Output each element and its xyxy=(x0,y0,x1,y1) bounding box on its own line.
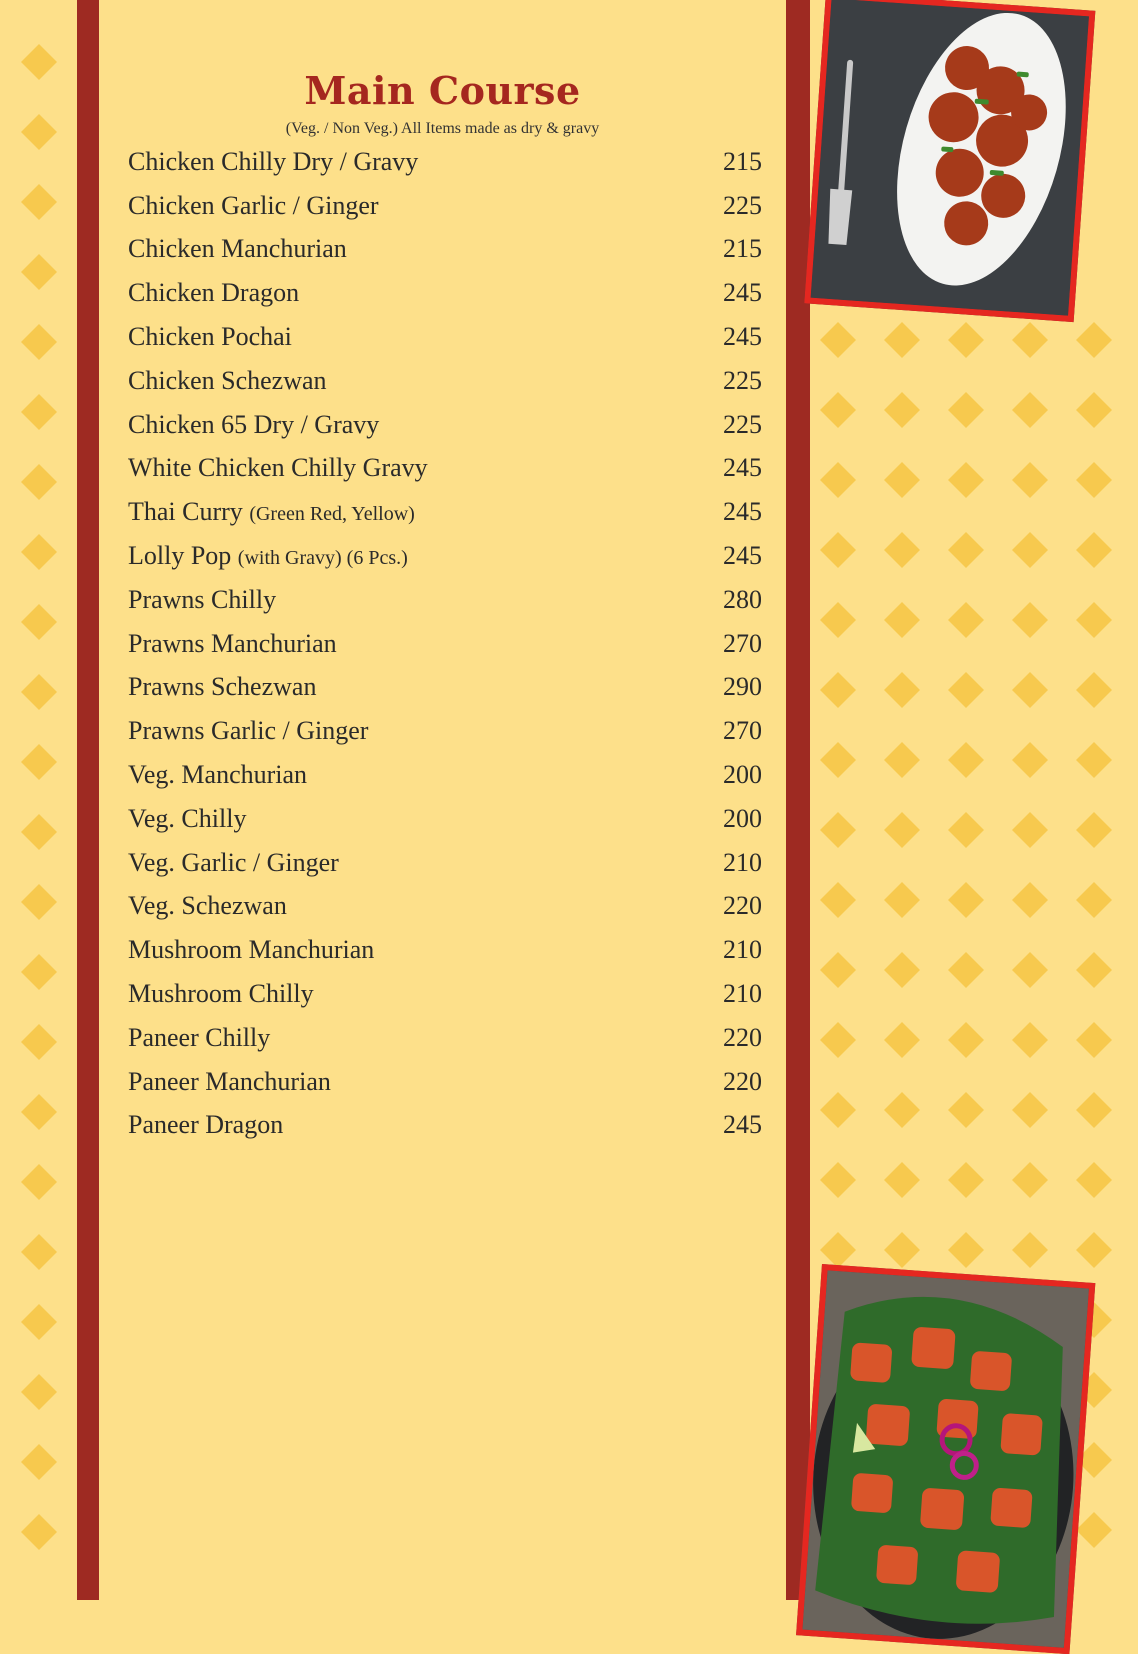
menu-item-price: 245 xyxy=(723,541,762,571)
menu-item-label xyxy=(128,191,379,221)
menu-item-row xyxy=(128,403,762,447)
diamond-shape xyxy=(1012,882,1048,918)
menu-item-row xyxy=(128,709,762,753)
diamond-shape xyxy=(1012,672,1048,708)
diamond-shape xyxy=(21,674,57,710)
menu-item-label xyxy=(128,848,339,878)
diamond-shape xyxy=(884,392,920,428)
diamond-shape xyxy=(21,954,57,990)
diamond-shape xyxy=(820,1162,856,1198)
menu-item-row xyxy=(128,797,762,841)
menu-item-name: Prawns Garlic / Ginger xyxy=(128,716,369,746)
diamond-shape xyxy=(21,1444,57,1480)
diamond-shape xyxy=(884,1092,920,1128)
menu-item-price: 280 xyxy=(723,584,762,614)
diamond-shape xyxy=(948,742,984,778)
menu-item-row xyxy=(128,753,762,797)
menu-item-label xyxy=(128,366,327,396)
diamond-shape xyxy=(1012,952,1048,988)
menu-item-label xyxy=(128,1067,331,1097)
diamond-shape xyxy=(884,882,920,918)
menu-item-name: Veg. Manchurian xyxy=(128,760,308,790)
right-border-strip xyxy=(786,0,810,1600)
diamond-shape xyxy=(1012,1232,1048,1268)
diamond-shape xyxy=(820,672,856,708)
diamond-shape xyxy=(21,44,57,80)
menu-item-name: Veg. Garlic / Ginger xyxy=(128,847,339,877)
diamond-shape xyxy=(1012,742,1048,778)
menu-item-row xyxy=(128,228,762,272)
diamond-shape xyxy=(820,1232,856,1268)
menu-item-name: Chicken 65 Dry / Gravy xyxy=(128,409,380,439)
diamond-shape xyxy=(948,392,984,428)
menu-item-label xyxy=(128,979,314,1009)
diamond-shape xyxy=(1076,462,1112,498)
menu-item-price: 245 xyxy=(723,1110,762,1140)
menu-item-row xyxy=(128,140,762,184)
diamond-shape xyxy=(884,1232,920,1268)
menu-item-label xyxy=(128,278,299,308)
menu-item-name: Mushroom Manchurian xyxy=(128,935,375,965)
menu-item-row xyxy=(128,447,762,491)
menu-item-label xyxy=(128,1110,283,1140)
diamond-shape xyxy=(948,1162,984,1198)
diamond-shape xyxy=(948,532,984,568)
menu-item-label xyxy=(128,322,292,352)
menu-item-price: 245 xyxy=(723,453,762,483)
menu-item-row xyxy=(128,622,762,666)
menu-item-name: Paneer Manchurian xyxy=(128,1066,331,1096)
chilli-chicken-photo xyxy=(804,0,1095,322)
diamond-shape xyxy=(1076,602,1112,638)
diamond-shape xyxy=(21,534,57,570)
menu-item-name: Prawns Chilly xyxy=(128,584,277,614)
menu-item-label xyxy=(128,497,415,527)
menu-item-name: Veg. Chilly xyxy=(128,803,247,833)
menu-item-row xyxy=(128,1060,762,1104)
diamond-shape xyxy=(884,742,920,778)
menu-item-label xyxy=(128,935,374,965)
diamond-shape xyxy=(820,602,856,638)
diamond-shape xyxy=(1012,1022,1048,1058)
page-subtitle: (Veg. / Non Veg.) All Items made as dry & gravy xyxy=(285,120,600,137)
diamond-shape xyxy=(948,672,984,708)
diamond-shape xyxy=(1076,1512,1112,1548)
diamond-shape xyxy=(1012,462,1048,498)
menu-item-note: (with Gravy) (6 Pcs.) xyxy=(237,547,408,570)
diamond-shape xyxy=(21,744,57,780)
menu-item-row xyxy=(128,490,762,534)
menu-item-name: White Chicken Chilly Gravy xyxy=(128,453,428,483)
menu-item-label xyxy=(128,147,418,177)
diamond-shape xyxy=(884,672,920,708)
menu-item-name: Veg. Schezwan xyxy=(128,891,287,921)
diamond-shape xyxy=(948,882,984,918)
diamond-shape xyxy=(21,814,57,850)
diamond-shape xyxy=(884,532,920,568)
menu-item-price: 220 xyxy=(723,891,762,921)
diamond-shape xyxy=(1076,1162,1112,1198)
menu-item-label xyxy=(128,672,316,702)
menu-item-label xyxy=(128,410,379,440)
diamond-shape xyxy=(948,1092,984,1128)
diamond-shape xyxy=(820,392,856,428)
diamond-shape xyxy=(1076,1232,1112,1268)
diamond-shape xyxy=(820,742,856,778)
page-title: Main Course xyxy=(304,68,581,113)
diamond-shape xyxy=(21,464,57,500)
menu-item-label xyxy=(128,453,428,483)
menu-item-name: Chicken Pochai xyxy=(128,322,292,352)
diamond-shape xyxy=(1076,392,1112,428)
paneer-tikka-photo xyxy=(796,1264,1095,1654)
menu-item-note: (Green Red, Yellow) xyxy=(249,503,415,526)
menu-item-price: 215 xyxy=(723,234,762,264)
menu-item-name: Paneer Chilly xyxy=(128,1022,271,1052)
diamond-shape xyxy=(21,1374,57,1410)
diamond-shape xyxy=(21,254,57,290)
menu-item-price: 210 xyxy=(723,979,762,1009)
diamond-shape xyxy=(884,462,920,498)
menu-item-row xyxy=(128,534,762,578)
diamond-shape xyxy=(948,1022,984,1058)
menu-item-row xyxy=(128,1104,762,1148)
menu-item-label xyxy=(128,1023,270,1053)
menu-item-name: Thai Curry xyxy=(128,497,243,527)
diamond-shape xyxy=(21,394,57,430)
menu-item-price: 225 xyxy=(723,190,762,220)
menu-item-price: 210 xyxy=(723,935,762,965)
menu-item-label xyxy=(128,541,408,571)
menu-item-price: 210 xyxy=(723,847,762,877)
diamond-shape xyxy=(820,462,856,498)
menu-item-price: 220 xyxy=(723,1066,762,1096)
menu-item-row xyxy=(128,972,762,1016)
diamond-shape xyxy=(884,812,920,848)
diamond-shape xyxy=(21,1234,57,1270)
menu-item-price: 200 xyxy=(723,760,762,790)
menu-item-label xyxy=(128,629,337,659)
diamond-shape xyxy=(1076,1022,1112,1058)
diamond-shape xyxy=(948,952,984,988)
menu-item-label xyxy=(128,804,246,834)
diamond-shape xyxy=(820,882,856,918)
diamond-shape xyxy=(21,1094,57,1130)
menu-item-price: 225 xyxy=(723,365,762,395)
diamond-shape xyxy=(1012,322,1048,358)
diamond-shape xyxy=(1012,532,1048,568)
diamond-shape xyxy=(884,1162,920,1198)
diamond-shape xyxy=(21,324,57,360)
menu-item-name: Paneer Dragon xyxy=(128,1110,284,1140)
menu-item-name: Chicken Garlic / Ginger xyxy=(128,190,379,220)
diamond-shape xyxy=(21,114,57,150)
menu-item-name: Lolly Pop xyxy=(128,541,232,571)
menu-item-name: Chicken Manchurian xyxy=(128,234,347,264)
diamond-shape xyxy=(884,1022,920,1058)
diamond-shape xyxy=(1076,812,1112,848)
menu-item-row xyxy=(128,315,762,359)
diamond-shape xyxy=(21,884,57,920)
menu-item-row xyxy=(128,578,762,622)
menu-item-label xyxy=(128,585,276,615)
diamond-shape xyxy=(820,322,856,358)
menu-item-price: 200 xyxy=(723,803,762,833)
diamond-shape xyxy=(1076,882,1112,918)
menu-item-row xyxy=(128,841,762,885)
diamond-shape xyxy=(1076,1092,1112,1128)
menu-item-name: Prawns Schezwan xyxy=(128,672,317,702)
diamond-shape xyxy=(948,602,984,638)
diamond-shape xyxy=(21,1514,57,1550)
diamond-shape xyxy=(1076,322,1112,358)
diamond-shape xyxy=(21,604,57,640)
menu-item-name: Chicken Dragon xyxy=(128,278,300,308)
diamond-shape xyxy=(1076,672,1112,708)
menu-item-label xyxy=(128,760,307,790)
menu-item-name: Mushroom Chilly xyxy=(128,979,314,1009)
menu-item-price: 245 xyxy=(723,278,762,308)
menu-item-row xyxy=(128,666,762,710)
diamond-shape xyxy=(820,1022,856,1058)
diamond-shape xyxy=(948,812,984,848)
diamond-shape xyxy=(884,602,920,638)
menu-item-price: 245 xyxy=(723,497,762,527)
diamond-shape xyxy=(820,1092,856,1128)
diamond-shape xyxy=(21,1304,57,1340)
menu-item-row xyxy=(128,271,762,315)
menu-item-row xyxy=(128,928,762,972)
diamond-shape xyxy=(1012,1092,1048,1128)
diamond-shape xyxy=(884,952,920,988)
diamond-shape xyxy=(1076,742,1112,778)
diamond-shape xyxy=(820,532,856,568)
menu-item-price: 215 xyxy=(723,146,762,176)
diamond-shape xyxy=(1076,952,1112,988)
menu-item-label xyxy=(128,716,368,746)
menu-item-price: 270 xyxy=(723,716,762,746)
diamond-shape xyxy=(948,1232,984,1268)
menu-item-price: 220 xyxy=(723,1022,762,1052)
menu-item-row xyxy=(128,184,762,228)
diamond-shape xyxy=(1012,602,1048,638)
diamond-shape xyxy=(21,1164,57,1200)
menu-item-price: 225 xyxy=(723,409,762,439)
diamond-shape xyxy=(1012,812,1048,848)
diamond-shape xyxy=(21,1024,57,1060)
diamond-shape xyxy=(820,952,856,988)
menu-item-row xyxy=(128,359,762,403)
menu-item-label xyxy=(128,891,287,921)
menu-item-price: 245 xyxy=(723,322,762,352)
menu-item-row xyxy=(128,885,762,929)
menu-item-name: Chicken Schezwan xyxy=(128,365,327,395)
diamond-shape xyxy=(820,812,856,848)
diamond-shape xyxy=(948,462,984,498)
diamond-shape xyxy=(1012,392,1048,428)
diamond-shape xyxy=(21,184,57,220)
diamond-shape xyxy=(1076,532,1112,568)
diamond-shape xyxy=(884,322,920,358)
menu-item-label xyxy=(128,234,347,264)
menu-item-price: 270 xyxy=(723,628,762,658)
diamond-shape xyxy=(948,322,984,358)
menu-item-name: Chicken Chilly Dry / Gravy xyxy=(128,146,419,176)
menu-item-price: 290 xyxy=(723,672,762,702)
left-border-strip xyxy=(77,0,99,1600)
diamond-shape xyxy=(1012,1162,1048,1198)
menu-list xyxy=(128,140,762,1147)
menu-item-row xyxy=(128,1016,762,1060)
menu-item-name: Prawns Manchurian xyxy=(128,628,337,658)
